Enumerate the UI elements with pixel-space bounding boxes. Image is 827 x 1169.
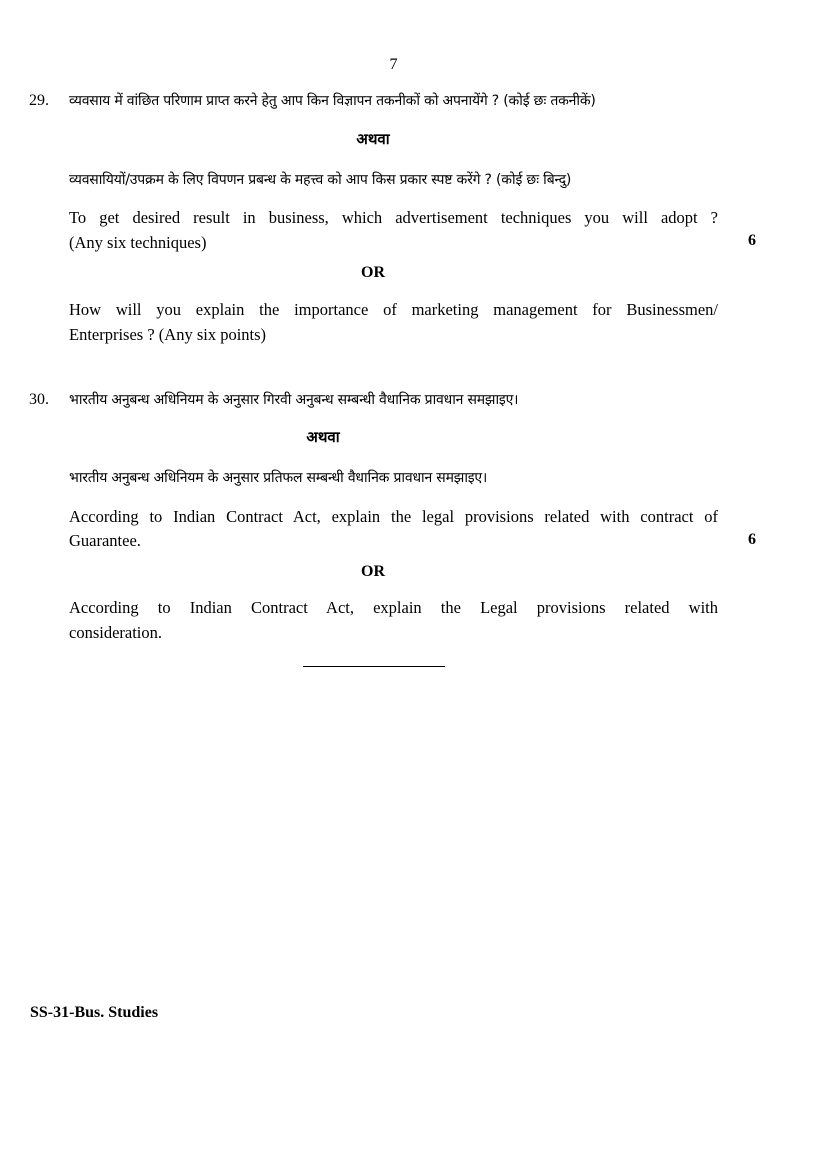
english-question-text: To get desired result in business, which advertisement techniques you will adopt ?	[69, 208, 718, 227]
hindi-question-text: भारतीय अनुबन्ध अधिनियम के अनुसार गिरवी अनुबन्ध सम्बन्धी वैधानिक प्रावधान समझाइए।	[69, 392, 519, 408]
english-alternative-text: consideration.	[69, 623, 163, 642]
footer-code: SS-31-Bus. Studies	[30, 1004, 159, 1021]
english-question-text: According to Indian Contract Act, explain the legal provisions related with contract of	[69, 507, 718, 526]
english-alternative-text: According to Indian Contract Act, explain the Legal provisions related with	[69, 598, 718, 617]
hindi-alternative-text: भारतीय अनुबन्ध अधिनियम के अनुसार प्रतिफल सम्बन्धी वैधानिक प्रावधान समझाइए।	[69, 470, 488, 486]
hindi-question-text: व्यवसाय में वांछित परिणाम प्राप्त करने हेतु आप किन विज्ञापन तकनीकों को अपनायेंगे ? (कोई छः तकनीकें)	[69, 93, 596, 109]
english-or-heading: OR	[361, 563, 385, 580]
marks-value: 6	[748, 531, 756, 548]
english-alternative-text: Enterprises ? (Any six points)	[69, 325, 267, 344]
question-number: 30.	[29, 391, 49, 408]
page-number: 7	[389, 56, 398, 73]
hindi-alternative-text: व्यवसायियों/उपक्रम के लिए विपणन प्रबन्ध के महत्त्व को आप किस प्रकार स्पष्ट करेंगे ? (कोई छः बिन्दु)	[69, 172, 572, 188]
english-alternative-text: How will you explain the importance of marketing management for Businessmen/	[69, 300, 718, 319]
hindi-or-heading: अथवा	[306, 428, 340, 446]
marks-value: 6	[748, 232, 756, 249]
english-question-text: (Any six techniques)	[69, 233, 207, 252]
hindi-or-heading: अथवा	[356, 130, 390, 148]
english-question-text: Guarantee.	[69, 531, 141, 550]
end-divider	[303, 666, 445, 667]
english-or-heading: OR	[361, 264, 385, 281]
question-number: 29.	[29, 92, 49, 109]
